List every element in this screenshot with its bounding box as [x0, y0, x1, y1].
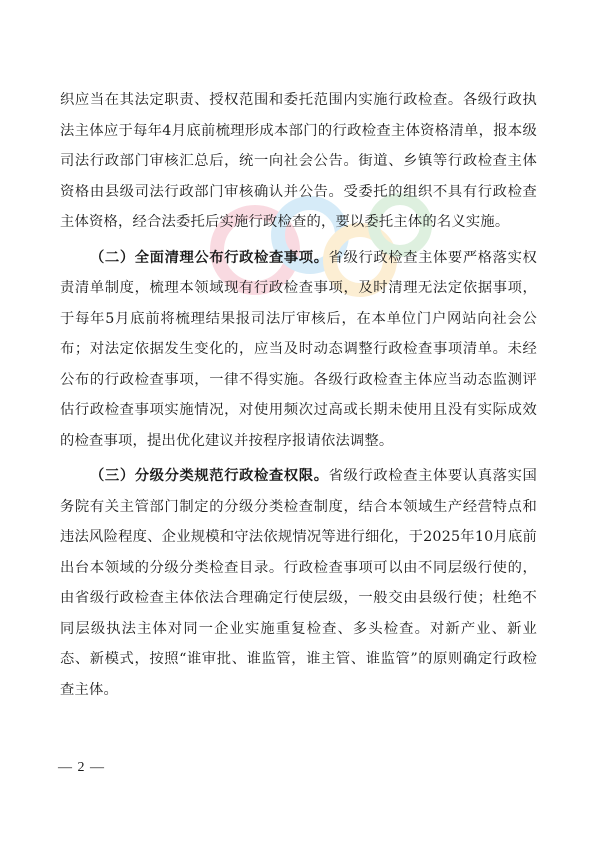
document-body [60, 85, 537, 710]
page-number: — 2 — [58, 760, 105, 775]
paragraph-text: 织应当在其法定职责、授权范围和委托范围内实施行政检查。各级行政执法主体应于每年4月底前梳理形成本部门的行政检查主体资格清单，报本级司法行政部门审核汇总后，统一向社会公告。街道、乡镇等行政检查主体资格由县级司法行政部门审核确认并公告。受委托的组织不具有行政检查主体资格，经合法委托后实施行政检查的，要以委托主体的名义实施。 [60, 92, 537, 230]
paragraph-section-2 [60, 243, 537, 457]
paragraph-section-3 [60, 461, 537, 705]
section-heading: （二）全面清理公布行政检查事项。 [90, 249, 329, 266]
section-heading: （三）分级分类规范行政检查权限。 [90, 468, 329, 484]
paragraph-text: 省级行政检查主体要认真落实国务院有关主管部门制定的分级分类检查制度，结合本领域生产经营特点和违法风险程度、企业规模和守法依规情况等进行细化，于2025年10月底前出台本领域的分级分类检查目录。行政检查事项可以由不同层级行使的，由省级行政检查主体依法合理确定行使层级，一般交由县级行使；杜绝不同层级执法主体对同一企业实施重复检查、多头检查。对新产业、新业态、新模式，按照“谁审批、谁监管，谁主管、谁监管”的原则确定行政检查主体。 [60, 468, 537, 698]
paragraph-text: 省级行政检查主体要严格落实权责清单制度，梳理本领域现有行政检查事项，及时清理无法定依据事项，于每年5月底前将梳理结果报司法厅审核后，在本单位门户网站向社会公布；对法定依据发生变化的，应当及时动态调整行政检查事项清单。未经公布的行政检查事项，一律不得实施。各级行政检查主体应当动态监测评估行政检查事项实施情况，对使用频次过高或长期未使用且没有实际成效的检查事项，提出优化建议并按程序报请依法调整。 [60, 249, 537, 449]
paragraph-continued [60, 85, 537, 238]
